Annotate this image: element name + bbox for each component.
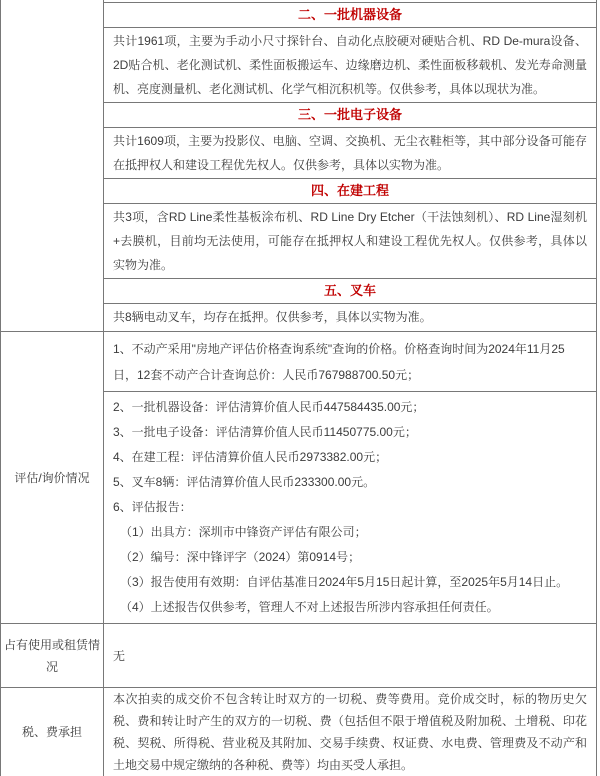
appraisal-item: 6、评估报告： <box>113 500 192 514</box>
section-header-construction: 四、在建工程 <box>104 179 596 204</box>
section-header-electronics: 三、一批电子设备 <box>104 103 596 128</box>
appraisal-item: 5、叉车8辆：评估清算价值人民币233300.00元。 <box>113 475 376 489</box>
section-header-forklift: 五、叉车 <box>104 279 596 304</box>
section-body-forklift: 共8辆电动叉车，均存在抵押。仅供参考，具体以实物为准。 <box>113 310 432 324</box>
section-header-machines: 二、一批机器设备 <box>104 3 596 28</box>
row-label-occupancy: 占有使用或租赁情况 <box>1 624 104 687</box>
section-body-electronics: 共计1609项，主要为投影仪、电脑、空调、交换机、无尘衣鞋柜等，其中部分设备可能存在抵押权人和建设工程优先权人。仅供参考，具体以实物为准。 <box>104 128 596 179</box>
section-body-construction: 共3项，含RD Line柔性基板涂布机、RD Line Dry Etcher（干法蚀刻机）、RD Line湿刻机+去膜机，目前均无法使用，可能存在抵押权人和建设工程优先权人。仅供参考，具体以实物为准。 <box>104 204 596 279</box>
appraisal-cell <box>104 332 596 623</box>
report-subitem: （4）上述报告仅供参考，管理人不对上述报告所涉内容承担任何责任。 <box>120 600 499 614</box>
appraisal-items-cell <box>104 392 596 623</box>
appraisal-item: 4、在建工程：评估清算价值人民币2973382.00元； <box>113 450 388 464</box>
report-subitem: （2）编号：深中锋评字（2024）第0914号； <box>120 550 361 564</box>
report-subitem: （1）出具方：深圳市中锋资产评估有限公司； <box>120 525 367 539</box>
occupancy-value: 无 <box>113 648 126 663</box>
table-row-appraisal <box>1 331 596 623</box>
table-row-occupancy <box>1 623 596 687</box>
row-label-appraisal: 评估/询价情况 <box>1 332 104 623</box>
equipment-sections-cell <box>104 2 596 331</box>
table-row-equipment-sections <box>1 0 596 331</box>
row-label-tax: 税、费承担 <box>1 688 104 776</box>
table-row-tax <box>1 687 596 776</box>
section-body-machines: 共计1961项，主要为手动小尺寸探针台、自动化点胶硬对硬贴合机、RD De-mura设备、2D贴合机、老化测试机、柔性面板搬运车、边缘磨边机、柔性面板移载机、发光寿命测量机、亮度测量机、老化测试机、化学气相沉积机等。仅供参考，具体以现状为准。 <box>104 28 596 103</box>
appraisal-item: 3、一批电子设备：评估清算价值人民币11450775.00元； <box>113 425 417 439</box>
row-label-empty <box>1 0 104 331</box>
tax-text: 本次拍卖的成交价不包含转让时双方的一切税、费等费用。竞价成交时，标的物历史欠税、费和转让时产生的双方的一切税、费（包括但不限于增值税及附加税、土增税、印花税、契税、所得税、营业税及其附加、交易手续费、权证费、水电费、管理费及不动产和土地交易中规定缴纳的各种税、费等）均由买受人承担。 <box>113 692 587 772</box>
appraisal-item-realestate: 1、不动产采用"房地产评估价格查询系统"查询的价格。价格查询时间为2024年11月25日，12套不动产合计查询总价：人民币767988700.50元； <box>104 332 596 392</box>
report-subitem: （3）报告使用有效期：自评估基准日2024年5月15日起计算，至2025年5月14日止。 <box>120 575 569 589</box>
appraisal-item: 2、一批机器设备：评估清算价值人民币447584435.00元； <box>113 400 425 414</box>
